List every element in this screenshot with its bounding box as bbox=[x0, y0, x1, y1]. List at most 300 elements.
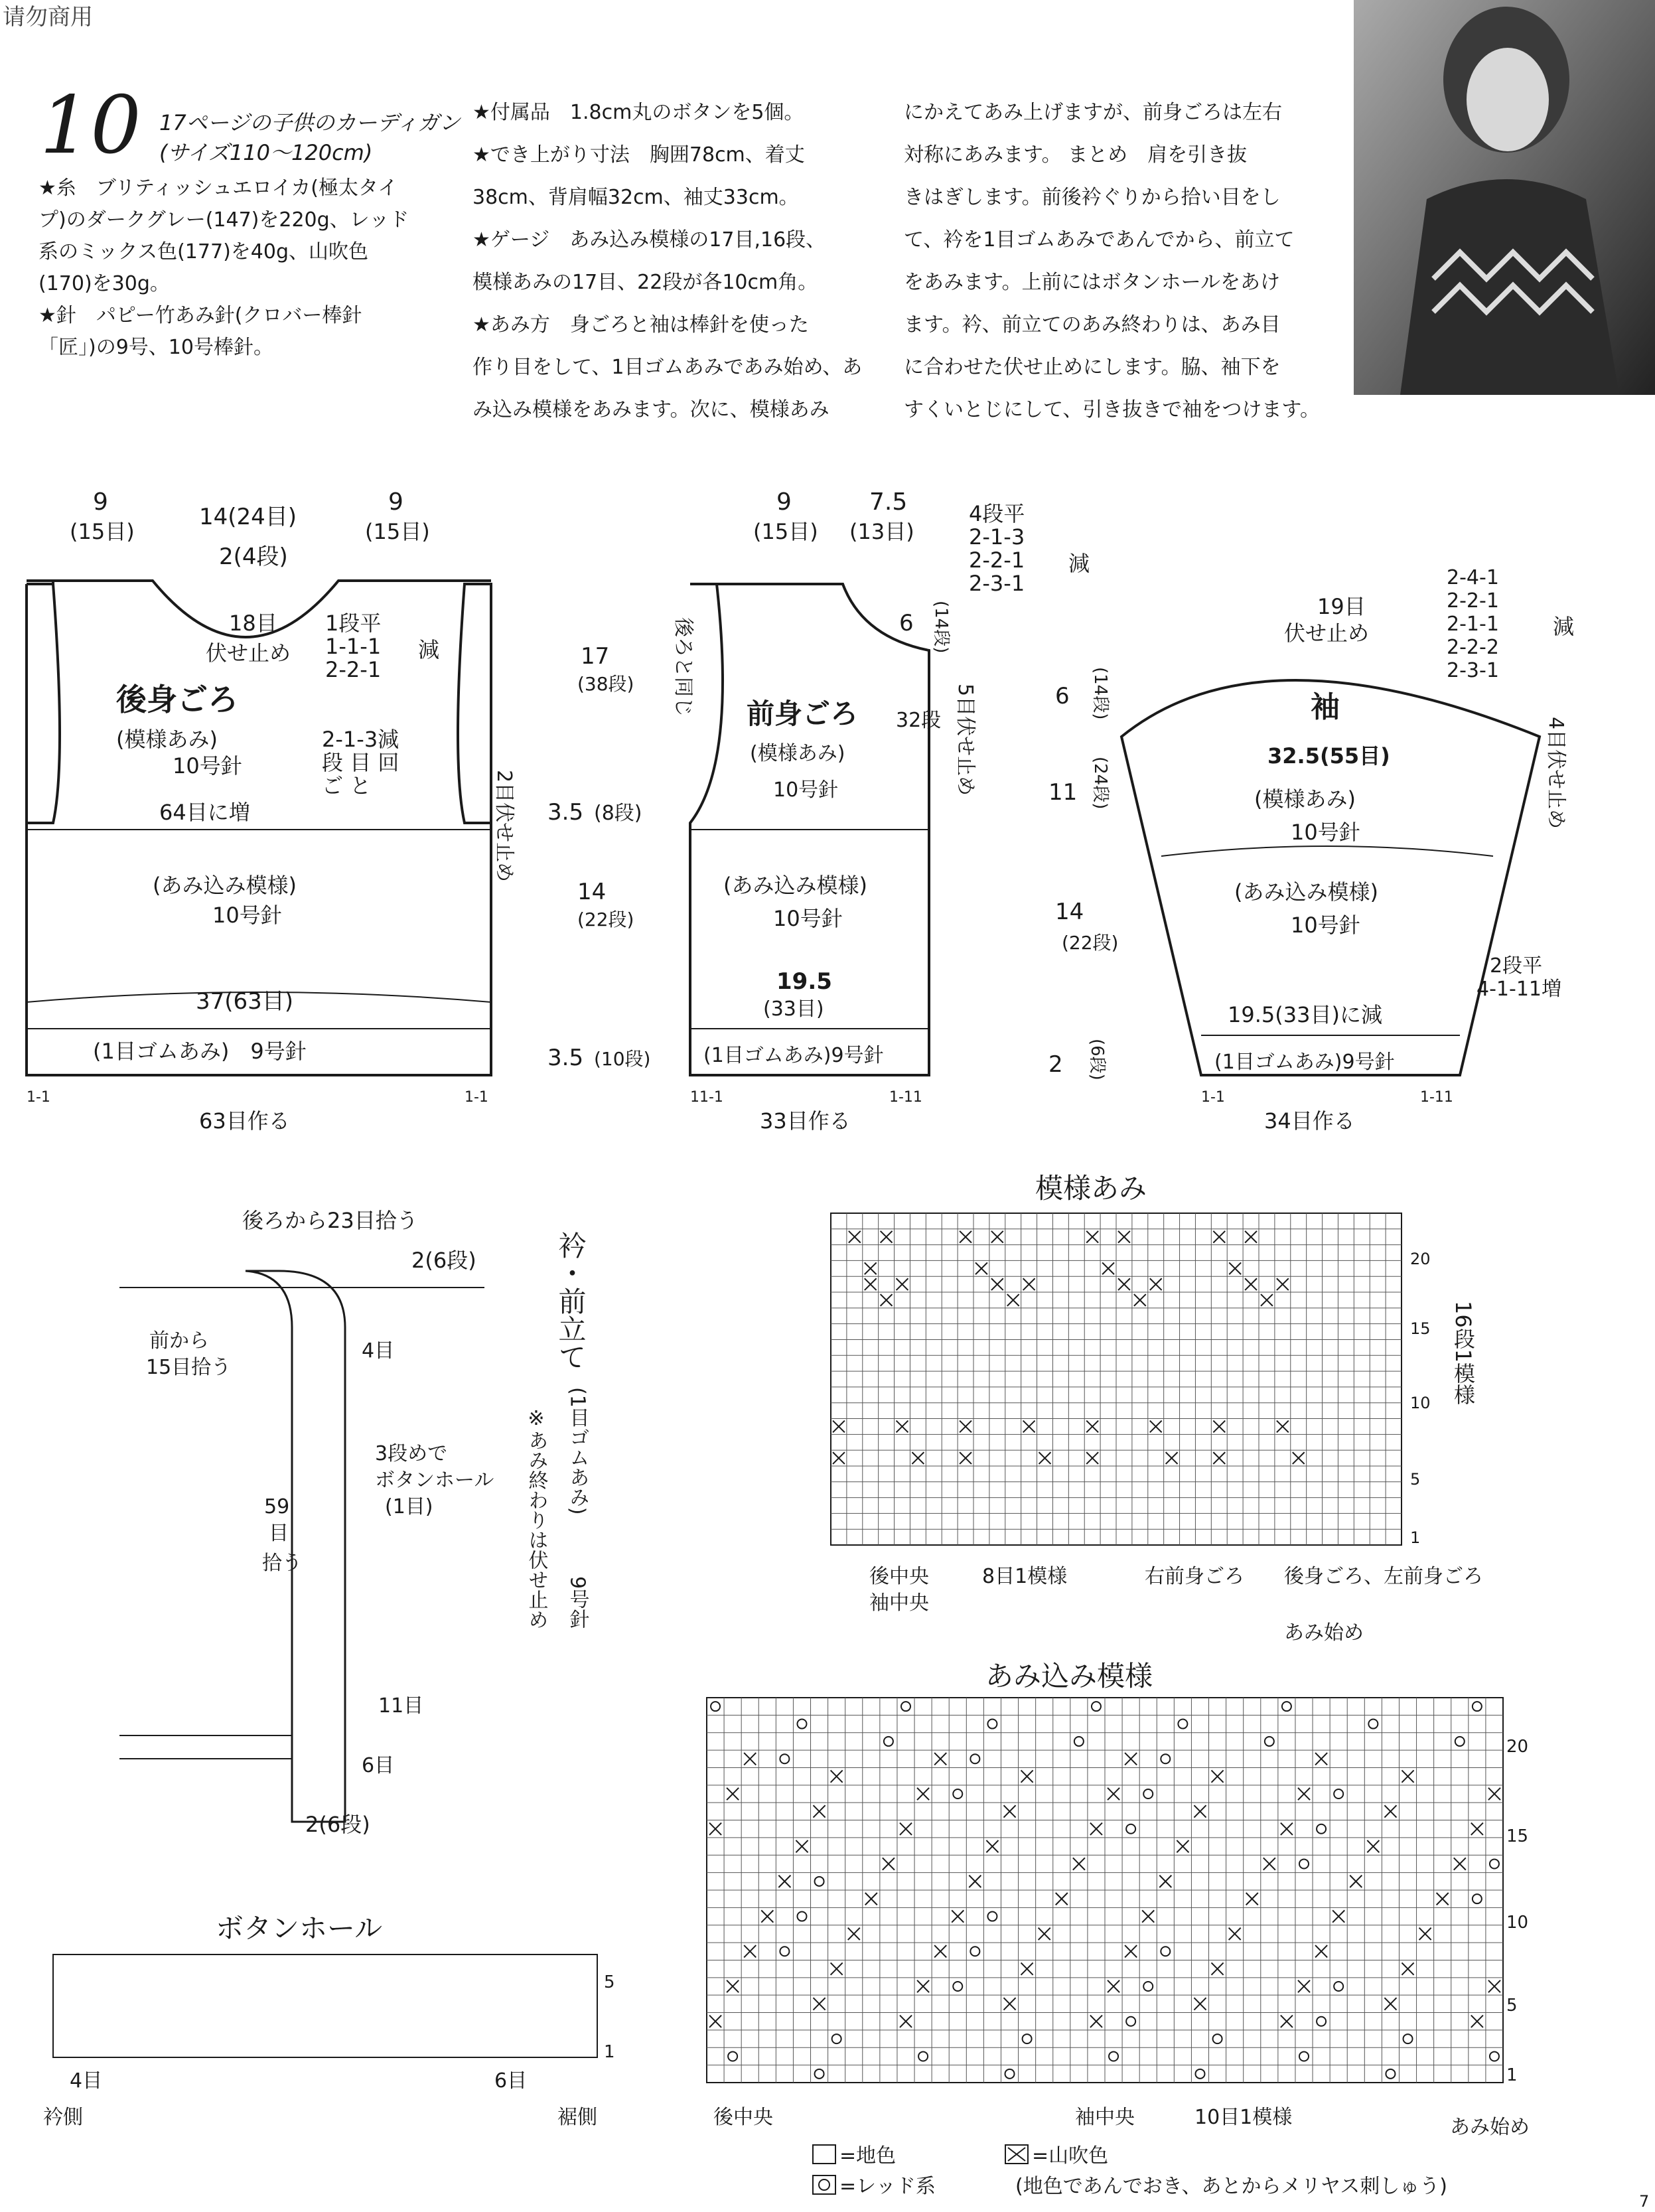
jacquard-x-mark bbox=[1367, 1840, 1379, 1852]
front-neck-depth-rows: (14段) bbox=[931, 601, 951, 654]
back-neck-dec3: 2-2-1 bbox=[325, 657, 382, 682]
jacquard-x-mark bbox=[831, 1770, 843, 1782]
back-neck-bind: 18目 bbox=[229, 611, 277, 636]
pattern-x-mark bbox=[1229, 1262, 1241, 1274]
jacquard-x-mark bbox=[934, 1945, 946, 1957]
pattern-chart-title: 模様あみ bbox=[1035, 1172, 1147, 1205]
jacquard-o-mark bbox=[1161, 1754, 1170, 1763]
collar-pick-front: 前から bbox=[149, 1329, 209, 1353]
jacquard-x-mark bbox=[1315, 1945, 1327, 1957]
jacquard-x-mark bbox=[952, 1910, 964, 1922]
legend-base-swatch bbox=[813, 2145, 835, 2164]
jacquard-x-mark bbox=[831, 1962, 843, 1974]
buttonhole-chart bbox=[53, 1954, 597, 2057]
legend-red: =レッド系 bbox=[839, 2175, 936, 2198]
sleeve-dec-4: 2-2-2 bbox=[1447, 636, 1499, 659]
pattern-x-mark bbox=[1293, 1452, 1305, 1464]
jacquard-x-mark bbox=[848, 1928, 860, 1940]
jacquard-repeat: 10目1模様 bbox=[1194, 2106, 1293, 2129]
back-armhole-dec2: 段 目 回 bbox=[322, 750, 399, 775]
jacquard-x-mark bbox=[1350, 1876, 1362, 1887]
pattern-x-mark bbox=[1086, 1452, 1098, 1464]
jacquard-o-mark bbox=[797, 1912, 806, 1921]
pattern-x-mark bbox=[1213, 1421, 1225, 1433]
jacquard-o-mark bbox=[1317, 2017, 1326, 2026]
instr-line: 作り目をして、1目ゴムあみであみ始め、あ bbox=[472, 356, 863, 379]
back-armhole-dec3: ご と bbox=[322, 773, 372, 798]
jacquard-x-mark bbox=[1419, 1928, 1431, 1940]
jacquard-o-mark bbox=[1282, 1702, 1291, 1711]
pattern-x-mark bbox=[1086, 1421, 1098, 1433]
back-needle2: 10号針 bbox=[212, 903, 282, 928]
front-width: 19.5 bbox=[776, 968, 832, 995]
instr-line: 対称にあみます。 まとめ 肩を引き抜 bbox=[904, 143, 1248, 167]
back-neck-bind2: 伏せ止め bbox=[206, 640, 291, 666]
back-neck-depth: 2(4段) bbox=[219, 544, 288, 570]
jacquard-o-mark bbox=[987, 1912, 997, 1921]
buttonhole-row1: 1 bbox=[604, 2042, 615, 2062]
back-top-right: 9 bbox=[388, 488, 403, 516]
back-width: 37(63目) bbox=[196, 988, 294, 1015]
sleeve-dec-1: 2-4-1 bbox=[1447, 566, 1499, 589]
back-rib-mark-l: 1-1 bbox=[27, 1089, 50, 1106]
front-neck-label: 減 bbox=[1068, 551, 1090, 576]
vdim-d3: 14 bbox=[577, 879, 607, 905]
pattern-x-mark bbox=[865, 1262, 877, 1274]
collar-m4: 4目 bbox=[362, 1339, 395, 1363]
pattern-start: あみ始め bbox=[1284, 1621, 1364, 1645]
pattern-x-mark bbox=[975, 1262, 987, 1274]
pattern-r20: 20 bbox=[1410, 1250, 1431, 1268]
front-needle2: 10号針 bbox=[773, 906, 843, 931]
buttonhole-st6: 6目 bbox=[494, 2069, 528, 2093]
sleeve-dec-5: 2-3-1 bbox=[1447, 659, 1499, 682]
pattern-r1: 1 bbox=[1410, 1528, 1421, 1547]
pattern-x-mark bbox=[1039, 1452, 1051, 1464]
instr-line: 模様あみの17目、22段が各10cm角。 bbox=[472, 271, 818, 294]
instr-line: ★でき上がり寸法 胸囲78cm、着丈 bbox=[472, 143, 805, 167]
jacquard-x-mark bbox=[761, 1910, 773, 1922]
back-neck-dec2: 1-1-1 bbox=[325, 634, 382, 659]
jacquard-x-mark bbox=[1125, 1753, 1137, 1765]
jacquard-x-mark bbox=[1090, 2016, 1102, 2028]
sleeve-pattern: (模様あみ) bbox=[1254, 786, 1356, 812]
front-top-left: 9 bbox=[776, 488, 792, 516]
vdim-d3r: (22段) bbox=[577, 909, 634, 930]
pattern-x-mark bbox=[960, 1231, 971, 1243]
jacquard-o-mark bbox=[1473, 1894, 1482, 1903]
back-armhole-dec: 2-1-3減 bbox=[322, 727, 399, 752]
jacquard-o-mark bbox=[1473, 1702, 1482, 1711]
jacquard-x-mark bbox=[865, 1893, 877, 1905]
jacquard-o-mark bbox=[1074, 1737, 1084, 1746]
pattern-x-mark bbox=[1213, 1452, 1225, 1464]
front-pattern: (模様あみ) bbox=[750, 742, 845, 765]
sdim-d3r: (22段) bbox=[1062, 932, 1119, 954]
jacquard-o-mark bbox=[780, 1947, 789, 1956]
jacquard-x-mark bbox=[1108, 1788, 1119, 1800]
jacquard-x-mark bbox=[1315, 1753, 1327, 1765]
jacquard-o-mark bbox=[1317, 1824, 1326, 1834]
jacquard-x-mark bbox=[1384, 1805, 1396, 1817]
jacquard-o-mark bbox=[1005, 2069, 1015, 2079]
jacquard-o-mark bbox=[797, 1720, 806, 1729]
sleeve-dec-3: 2-1-1 bbox=[1447, 613, 1499, 636]
buttonhole-row5: 5 bbox=[604, 1972, 615, 1992]
jacquard-start: あみ始め bbox=[1450, 2116, 1530, 2139]
instr-line: すくいとじにして、引き抜きで袖をつけます。 bbox=[904, 398, 1320, 421]
sleeve-inc-1: 2段平 bbox=[1490, 954, 1543, 978]
jacquard-o-mark bbox=[1386, 2069, 1395, 2079]
front-needle: 10号針 bbox=[773, 778, 839, 802]
jacquard-o-mark bbox=[815, 2069, 824, 2079]
jacquard-o-mark bbox=[1265, 1737, 1274, 1746]
sleeve-name: 袖 bbox=[1311, 690, 1340, 724]
collar-m6: 6目 bbox=[362, 1754, 395, 1777]
pattern-x-mark bbox=[1150, 1278, 1162, 1290]
jacquard-o-mark bbox=[1092, 1702, 1101, 1711]
pattern-sleeve-center: 袖中央 bbox=[869, 1591, 929, 1615]
jacquard-x-mark bbox=[900, 2016, 912, 2028]
pattern-x-mark bbox=[960, 1421, 971, 1433]
jacquard-o-mark bbox=[815, 1877, 824, 1886]
jacquard-o-mark bbox=[970, 1947, 979, 1956]
jacquard-x-mark bbox=[744, 1945, 756, 1957]
front-cast-on: 33目作る bbox=[760, 1108, 851, 1134]
pattern-r5: 5 bbox=[1410, 1470, 1421, 1489]
jacquard-x-mark bbox=[709, 1823, 721, 1835]
sleeve-top-bind: 19目 bbox=[1317, 594, 1366, 619]
pattern-x-mark bbox=[1166, 1452, 1178, 1464]
collar-title-sub: (1目ゴムあみ) bbox=[565, 1387, 589, 1515]
jacquard-r15: 15 bbox=[1506, 1826, 1529, 1846]
front-same-as-back: 後ろと同じ bbox=[672, 617, 695, 717]
jacquard-x-mark bbox=[900, 1823, 912, 1835]
instr-line: をあみます。上前にはボタンホールをあけ bbox=[904, 271, 1280, 294]
pattern-x-mark bbox=[897, 1278, 908, 1290]
jacquard-x-mark bbox=[1437, 1893, 1449, 1905]
vdim-d2: 3.5 bbox=[547, 799, 584, 826]
jacquard-o-mark bbox=[884, 1737, 893, 1746]
jacquard-x-mark bbox=[1298, 1788, 1310, 1800]
sdim-d2r: (24段) bbox=[1090, 757, 1110, 810]
vdim-d4r: (10段) bbox=[594, 1048, 651, 1070]
jacquard-x-mark bbox=[1281, 2016, 1293, 2028]
back-top-left-rows: (15目) bbox=[70, 519, 135, 544]
back-body-name: 後身ごろ bbox=[116, 682, 238, 717]
jacquard-x-mark bbox=[1003, 1998, 1015, 2010]
collar-title: 衿・前立て bbox=[554, 1231, 587, 1370]
sleeve-bottom: 19.5(33目)に減 bbox=[1228, 1002, 1382, 1027]
jacquard-o-mark bbox=[901, 1702, 910, 1711]
pattern-x-mark bbox=[881, 1231, 893, 1243]
pattern-x-mark bbox=[1213, 1231, 1225, 1243]
sleeve-cast-on: 34目作る bbox=[1264, 1108, 1355, 1134]
jacquard-x-mark bbox=[744, 1753, 756, 1765]
jacquard-x-mark bbox=[1471, 1823, 1483, 1835]
jacquard-o-mark bbox=[1299, 2051, 1309, 2061]
pattern-x-mark bbox=[1150, 1421, 1162, 1433]
jacquard-x-mark bbox=[1177, 1840, 1188, 1852]
vdim-d1: 17 bbox=[581, 643, 610, 670]
jacquard-o-mark bbox=[1334, 1789, 1343, 1799]
sleeve-dec-2: 2-2-1 bbox=[1447, 589, 1499, 613]
jacquard-x-mark bbox=[1471, 2016, 1483, 2028]
front-neck-4: 2-3-1 bbox=[969, 571, 1025, 596]
collar-needle: 9号針 bbox=[565, 1576, 589, 1629]
jacquard-o-mark bbox=[780, 1754, 789, 1763]
jacquard-o-mark bbox=[918, 2051, 928, 2061]
jacquard-x-mark bbox=[1246, 1893, 1258, 1905]
instr-line: 系のミックス色(177)を40g、山吹色 bbox=[38, 240, 368, 263]
instr-line: ★ゲージ あみ込み模様の17目,16段、 bbox=[472, 228, 826, 252]
back-top-left: 9 bbox=[93, 488, 108, 516]
sdim-d4: 2 bbox=[1048, 1051, 1063, 1078]
pattern-chart-lines bbox=[831, 1213, 1402, 1545]
collar-bh3c: (1目) bbox=[385, 1495, 433, 1518]
jacquard-x-mark bbox=[1021, 1770, 1033, 1782]
sleeve-rib-mark-l: 1-1 bbox=[1201, 1089, 1225, 1106]
buttonhole-title: ボタンホール bbox=[216, 1912, 383, 1945]
collar-pick-front2: 15目拾う bbox=[146, 1356, 232, 1379]
jacquard-x-mark bbox=[1003, 1805, 1015, 1817]
front-rib-mark-l: 11-1 bbox=[690, 1089, 723, 1106]
jacquard-x-mark bbox=[1142, 1910, 1154, 1922]
jacquard-x-mark bbox=[814, 1805, 826, 1817]
pattern-x-mark bbox=[1118, 1278, 1130, 1290]
jacquard-o-mark bbox=[1126, 2017, 1135, 2026]
jacquard-x-mark bbox=[1194, 1998, 1206, 2010]
jacquard-x-mark bbox=[1229, 1928, 1241, 1940]
sleeve-needle: 10号針 bbox=[1291, 820, 1360, 845]
collar-pick59a: 59 bbox=[264, 1495, 290, 1518]
jacquard-x-mark bbox=[1212, 1962, 1224, 1974]
pattern-x-mark bbox=[833, 1452, 845, 1464]
jacquard-x-mark bbox=[1039, 1928, 1050, 1940]
vdim-d4: 3.5 bbox=[547, 1045, 584, 1071]
pattern-number: 10 bbox=[40, 80, 141, 172]
pattern-right-front: 右前身ごろ bbox=[1145, 1565, 1244, 1588]
jacquard-x-mark bbox=[934, 1753, 946, 1765]
sdim-d1: 6 bbox=[1055, 683, 1070, 709]
jacquard-o-mark bbox=[728, 2051, 737, 2061]
jacquard-r1: 1 bbox=[1506, 2065, 1518, 2085]
pattern-x-mark bbox=[991, 1278, 1003, 1290]
front-neck-depth: 6 bbox=[899, 610, 914, 636]
jacquard-x-mark bbox=[778, 1876, 790, 1887]
sleeve-top-bind2: 伏せ止め bbox=[1284, 621, 1370, 646]
pattern-r15: 15 bbox=[1410, 1319, 1431, 1338]
sdim-d2: 11 bbox=[1048, 779, 1078, 806]
vdim-d2r: (8段) bbox=[594, 802, 642, 825]
jacquard-chart-lines bbox=[707, 1698, 1503, 2083]
instr-line: にかえてあみ上げますが、前身ごろは左右 bbox=[904, 101, 1282, 124]
jacquard-x-mark bbox=[1194, 1805, 1206, 1817]
pattern-x-mark bbox=[1277, 1278, 1289, 1290]
jacquard-x-mark bbox=[1488, 1980, 1500, 1992]
back-rib-mark-r: 1-1 bbox=[465, 1089, 488, 1106]
pattern-x-mark bbox=[991, 1231, 1003, 1243]
jacquard-o-mark bbox=[1334, 1982, 1343, 1991]
sdim-d1r: (14段) bbox=[1090, 667, 1110, 720]
jacquard-o-mark bbox=[832, 2034, 841, 2043]
collar-pick-back: 後ろから23目拾う bbox=[242, 1208, 418, 1233]
jacquard-o-mark bbox=[1143, 1789, 1153, 1799]
jacquard-o-mark bbox=[1195, 2069, 1204, 2079]
pattern-x-mark bbox=[1086, 1231, 1098, 1243]
instr-line: (170)を30g。 bbox=[38, 272, 170, 295]
sleeve-pattern2: (あみ込み模様) bbox=[1234, 879, 1378, 905]
jacquard-x-mark bbox=[883, 1858, 895, 1870]
front-neck-1: 4段平 bbox=[969, 501, 1025, 526]
jacquard-x-mark bbox=[1056, 1893, 1068, 1905]
front-top-left-rows: (15目) bbox=[753, 519, 818, 544]
front-side-rows: 32段 bbox=[896, 709, 942, 732]
pattern-x-mark bbox=[881, 1294, 893, 1306]
instr-line: 38cm、背肩幅32cm、袖丈33cm。 bbox=[472, 186, 799, 209]
pattern-back-left-front: 後身ごろ、左前身ごろ bbox=[1284, 1565, 1483, 1588]
jacquard-x-mark bbox=[1402, 1962, 1413, 1974]
pattern-repeat: 16段1模様 bbox=[1451, 1301, 1476, 1406]
back-needle: 10号針 bbox=[173, 753, 242, 778]
jacquard-x-mark bbox=[1298, 1980, 1310, 1992]
pattern-st-repeat: 8目1模様 bbox=[982, 1565, 1068, 1588]
back-increase: 64目に増 bbox=[159, 800, 250, 825]
legend-red-swatch bbox=[813, 2175, 835, 2194]
jacquard-r20: 20 bbox=[1506, 1737, 1529, 1757]
pattern-x-mark bbox=[1134, 1294, 1146, 1306]
jacquard-x-mark bbox=[986, 1840, 998, 1852]
buttonhole-st4: 4目 bbox=[70, 2069, 103, 2093]
jacquard-x-mark bbox=[1212, 1770, 1224, 1782]
jacquard-x-mark bbox=[1073, 1858, 1085, 1870]
instr-line: ★針 パピー竹あみ針(クロバー棒針 bbox=[38, 304, 362, 327]
pattern-x-mark bbox=[1023, 1421, 1035, 1433]
jacquard-o-mark bbox=[1299, 1859, 1309, 1868]
jacquard-o-mark bbox=[1161, 1947, 1170, 1956]
jacquard-x-mark bbox=[1332, 1910, 1344, 1922]
pattern-x-mark bbox=[1023, 1278, 1035, 1290]
jacquard-o-mark bbox=[953, 1789, 962, 1799]
sdim-d4r: (6段) bbox=[1087, 1039, 1107, 1080]
back-pattern2: (あみ込み模様) bbox=[153, 873, 297, 898]
jacquard-x-mark bbox=[1125, 1945, 1137, 1957]
instr-line: 「匠」)の9号、10号棒針。 bbox=[38, 336, 273, 359]
instr-line: み込み模様をあみます。次に、模様あみ bbox=[472, 398, 829, 421]
pattern-title: 17ページの子供のカーディガン bbox=[159, 110, 461, 135]
pattern-x-mark bbox=[833, 1421, 845, 1433]
jacquard-o-mark bbox=[1490, 1859, 1499, 1868]
back-rib: (1目ゴムあみ) 9号針 bbox=[93, 1039, 307, 1064]
pattern-x-mark bbox=[865, 1278, 877, 1290]
jacquard-x-mark bbox=[1108, 1980, 1119, 1992]
sleeve-dec-label: 減 bbox=[1553, 614, 1575, 639]
collar-bh3b: ボタンホール bbox=[375, 1469, 494, 1492]
jacquard-x-mark bbox=[1402, 1770, 1413, 1782]
jacquard-o-mark bbox=[1023, 2034, 1032, 2043]
pattern-x-mark bbox=[912, 1452, 924, 1464]
jacquard-o-mark bbox=[1109, 2051, 1118, 2061]
jacquard-sleeve-center: 袖中央 bbox=[1075, 2106, 1135, 2129]
jacquard-x-mark bbox=[1384, 1998, 1396, 2010]
back-neck-dec-label: 減 bbox=[418, 637, 440, 662]
sleeve-needle2: 10号針 bbox=[1291, 913, 1360, 938]
jacquard-o-mark bbox=[1143, 1982, 1153, 1991]
pattern-x-mark bbox=[1277, 1421, 1289, 1433]
pattern-size: (サイズ110〜120cm) bbox=[159, 140, 373, 165]
jacquard-x-mark bbox=[1454, 1858, 1466, 1870]
jacquard-o-mark bbox=[711, 1702, 720, 1711]
jacquard-x-mark bbox=[1159, 1876, 1171, 1887]
collar-note: ※あみ終わりは伏せ止め bbox=[524, 1407, 548, 1629]
jacquard-x-mark bbox=[1021, 1962, 1033, 1974]
front-rib-mark-r: 1-11 bbox=[889, 1089, 922, 1106]
front-top-right-rows: (13目) bbox=[849, 519, 914, 544]
back-arm-bind: 2目伏せ止め bbox=[492, 770, 516, 883]
pattern-x-mark bbox=[1007, 1294, 1019, 1306]
jacquard-x-mark bbox=[969, 1876, 981, 1887]
front-body-name: 前身ごろ bbox=[747, 698, 859, 730]
instr-line: ★付属品 1.8cm丸のボタンを5個。 bbox=[472, 101, 804, 124]
pattern-r10: 10 bbox=[1410, 1394, 1431, 1412]
jacquard-o-mark bbox=[1490, 2051, 1499, 2061]
buttonhole-left-side: 衿側 bbox=[43, 2106, 83, 2129]
collar-pick59b: 目 bbox=[269, 1522, 289, 1545]
jacquard-x-mark bbox=[917, 1788, 929, 1800]
jacquard-x-mark bbox=[917, 1980, 929, 1992]
pattern-x-mark bbox=[1245, 1278, 1257, 1290]
jacquard-o-mark bbox=[1213, 2034, 1222, 2043]
back-top-mid: 14(24目) bbox=[199, 504, 297, 530]
jacquard-o-mark bbox=[953, 1982, 962, 1991]
jacquard-x-mark bbox=[814, 1998, 826, 2010]
front-bind5: 5目伏せ止め bbox=[954, 684, 977, 796]
sleeve-width: 32.5(55目) bbox=[1267, 743, 1390, 769]
jacquard-o-mark bbox=[1403, 2034, 1413, 2043]
sleeve-inc-2: 4-1-11増 bbox=[1476, 978, 1561, 1001]
instr-line: て、衿を1目ゴムあみであんでから、前立て bbox=[904, 228, 1295, 252]
jacquard-chart-title: あみ込み模様 bbox=[985, 1660, 1153, 1692]
pattern-x-mark bbox=[1118, 1231, 1130, 1243]
jacquard-x-mark bbox=[727, 1980, 739, 1992]
instr-line: ます。衿、前立てのあみ終わりは、あみ目 bbox=[904, 313, 1281, 336]
front-neck-2: 2-1-3 bbox=[969, 524, 1025, 550]
instr-line: に合わせた伏せ止めにします。脇、袖下を bbox=[904, 356, 1281, 379]
jacquard-r5: 5 bbox=[1506, 1996, 1518, 2016]
sleeve-side-bind: 4目伏せ止め bbox=[1544, 717, 1567, 830]
instr-line: きはぎします。前後衿ぐりから拾い目をし bbox=[904, 186, 1281, 209]
front-top-right: 7.5 bbox=[869, 488, 908, 516]
jacquard-x-mark bbox=[709, 2016, 721, 2028]
back-top-right-rows: (15目) bbox=[365, 519, 430, 544]
instr-line: ★あみ方 身ごろと袖は棒針を使った bbox=[472, 313, 809, 336]
jacquard-o-mark bbox=[1126, 1824, 1135, 1834]
jacquard-r10: 10 bbox=[1506, 1913, 1529, 1933]
page-number: 7 bbox=[1639, 2192, 1650, 2211]
legend-base: =地色 bbox=[839, 2144, 897, 2168]
collar-m11: 11目 bbox=[378, 1694, 424, 1718]
vdim-d1r: (38段) bbox=[577, 673, 634, 695]
back-cast-on: 63目作る bbox=[199, 1108, 290, 1134]
jacquard-back-center: 後中央 bbox=[713, 2106, 773, 2129]
buttonhole-right-side: 裾側 bbox=[557, 2106, 597, 2129]
pattern-x-mark bbox=[960, 1452, 971, 1464]
instr-line: ★糸 ブリティッシュエロイカ(極太タイ bbox=[38, 177, 398, 200]
jacquard-o-mark bbox=[1178, 1720, 1187, 1729]
legend-note: (地色であんでおき、あとからメリヤス刺しゅう) bbox=[1015, 2175, 1448, 2198]
jacquard-x-mark bbox=[1488, 1788, 1500, 1800]
pattern-x-mark bbox=[849, 1231, 861, 1243]
